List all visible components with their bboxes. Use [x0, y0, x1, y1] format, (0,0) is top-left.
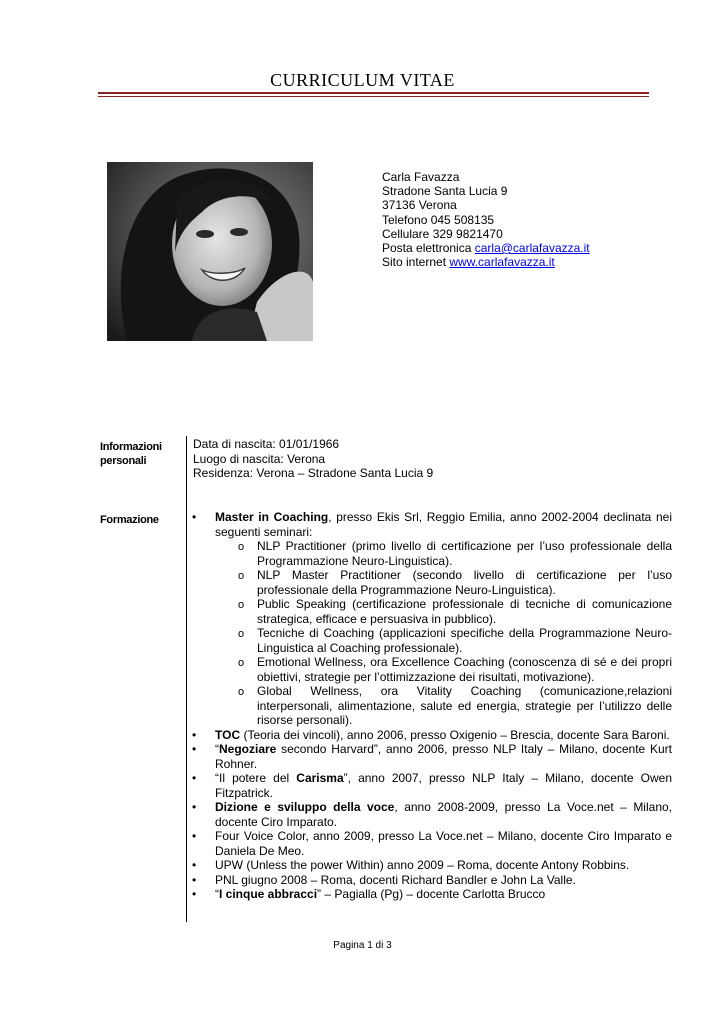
list-item: • Dizione e sviluppo della voce, anno 2008-2009, presso La Voce.net – Milano, docente Ciro Imparato.	[192, 800, 672, 829]
circle-bullet-icon: o	[238, 628, 245, 640]
list-item: • Master in Coaching, presso Ekis Srl, Reggio Emilia, anno 2002-2004 declinata nei seguenti seminari:	[192, 510, 672, 539]
education-list	[190, 510, 672, 902]
contact-address: Stradone Santa Lucia 9	[382, 184, 508, 199]
page-number: Pagina 1 di 3	[333, 940, 392, 951]
bullet-icon: •	[192, 510, 197, 524]
residence: Residenza: Verona – Stradone Santa Lucia 9	[193, 466, 434, 480]
seminar-item: o Public Speaking (certificazione professionale di tecniche di comunicazione strategica, efficace e persuasiva in pubblico).	[238, 597, 672, 626]
bullet-icon: •	[192, 829, 197, 843]
contact-block	[382, 170, 590, 269]
seminar-item: o NLP Practitioner (primo livello di certificazione per l’uso professionale della Programmazione Neuro-Linguistica).	[238, 539, 672, 568]
bullet-icon: •	[192, 771, 197, 785]
item-bold: Master in Coaching	[215, 510, 329, 524]
circle-bullet-icon: o	[238, 599, 245, 611]
bullet-icon: •	[192, 872, 197, 887]
circle-bullet-icon: o	[238, 657, 245, 669]
list-item: • Four Voice Color, anno 2009, presso La Voce.net – Milano, docente Ciro Imparato e Daniela De Meo.	[192, 829, 672, 858]
birth-place: Luogo di nascita: Verona	[193, 451, 326, 466]
education-label: Formazione	[100, 514, 159, 526]
contact-email-line	[382, 241, 590, 255]
document-title: CURRICULUM VITAE	[270, 70, 455, 90]
list-item: • TOC (Teoria dei vincoli), anno 2006, presso Oxigenio – Brescia, docente Sara Baroni.	[192, 727, 670, 742]
list-item: • UPW (Unless the power Within) anno 2009 – Roma, docente Antony Robbins.	[192, 858, 630, 872]
contact-name: Carla Favazza	[382, 170, 460, 184]
seminar-item: o Tecniche di Coaching (applicazioni specifiche della Programmazione Neuro-Linguistica al Coaching professionale).	[238, 626, 672, 655]
title-rule-thick	[98, 92, 649, 94]
contact-city: 37136 Verona	[382, 198, 457, 213]
list-item: • PNL giugno 2008 – Roma, docenti Richard Bandler e John La Valle.	[192, 872, 576, 887]
personal-info-block	[193, 437, 433, 481]
birth-date: Data di nascita: 01/01/1966	[193, 437, 340, 451]
bullet-icon: •	[192, 887, 197, 901]
email-label: Posta elettronica	[382, 241, 472, 256]
list-item: • “Negoziare secondo Harvard”, anno 2006, presso NLP Italy – Milano, docente Kurt Rohner.	[192, 742, 672, 771]
website-label: Sito internet	[382, 255, 447, 270]
seminar-item: o Emotional Wellness, ora Excellence Coaching (conoscenza di sé e dei propri obiettivi, strategie per l’ottimizzazione dei risultati, motivazione).	[238, 655, 672, 684]
bullet-icon: •	[192, 742, 197, 756]
email-link[interactable]: carla@carlafavazza.it	[474, 241, 590, 256]
bullet-icon: •	[192, 800, 197, 814]
bullet-icon: •	[192, 727, 197, 742]
contact-phone: Telefono 045 508135	[382, 212, 495, 227]
contact-website-line	[382, 255, 590, 269]
section-divider-line	[186, 436, 187, 922]
contact-mobile: Cellulare 329 9821470	[382, 226, 503, 241]
profile-photo	[107, 162, 313, 341]
seminar-item: o NLP Master Practitioner (secondo livello di certificazione per l’uso professionale della Programmazione Neuro-Linguistica).	[238, 568, 672, 597]
list-item: • “Il potere del Carisma”, anno 2007, presso NLP Italy – Milano, docente Owen Fitzpatrick.	[192, 771, 672, 800]
circle-bullet-icon: o	[238, 686, 245, 698]
circle-bullet-icon: o	[238, 570, 245, 582]
website-link[interactable]: www.carlafavazza.it	[449, 255, 555, 270]
list-item: • “I cinque abbracci” – Pagialla (Pg) – docente Carlotta Brucco	[192, 887, 546, 901]
title-rule-thin	[98, 96, 649, 97]
bullet-icon: •	[192, 858, 197, 872]
circle-bullet-icon: o	[238, 541, 245, 553]
personal-info-label: Informazioni personali	[100, 441, 162, 467]
seminar-item: o Global Wellness, ora Vitality Coaching (comunicazione,relazioni interpersonali, alimentazione, salute ed energia, strategie per l’utilizzo delle risorse personali).	[238, 684, 672, 727]
